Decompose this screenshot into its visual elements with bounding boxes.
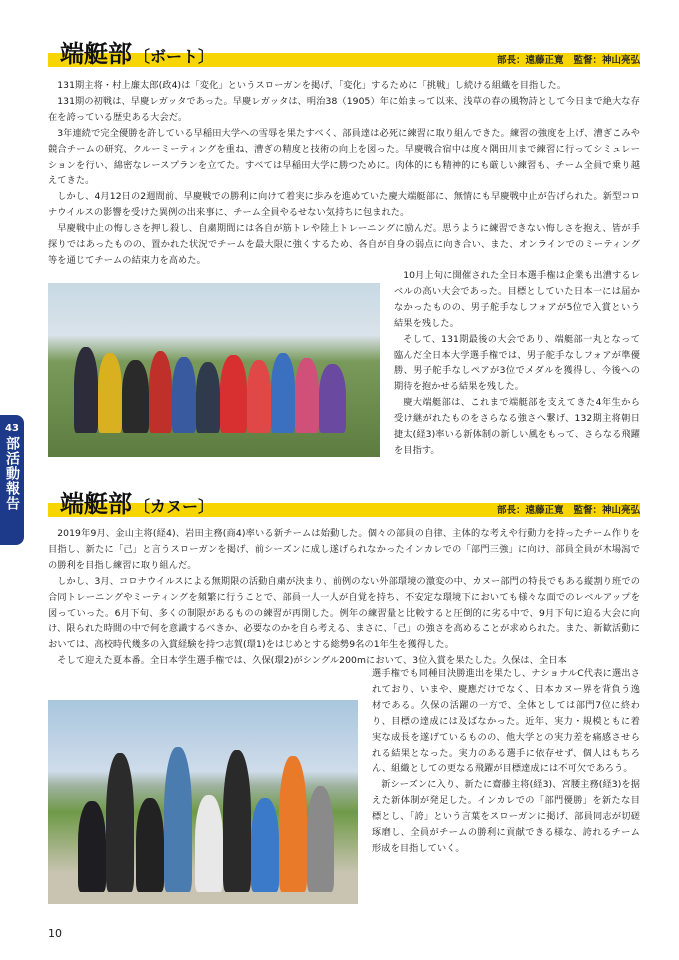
canoe-team-photo <box>48 700 358 904</box>
boat-paragraph: 131期主将・村上廉太郎(政4)は「変化」というスローガンを掲げ、「変化」するために「挑戦」し続ける組織を目指した。 <box>57 80 567 91</box>
canoe-body-full <box>48 526 640 669</box>
boat-paragraph: しかし、4月12日の2週間前、早慶戦での勝利に向けて着実に歩みを進めていた慶大端艇部に、無情にも早慶戦中止が告げられた。新型コロナウイルスの影響を受けた異例の出来事に、チーム全員やるせない気持ちに包まれた。 <box>48 191 640 219</box>
canoe-title-main: 端艇部 <box>60 490 132 518</box>
canoe-title-sub: 〔カヌー〕 <box>134 497 215 516</box>
boat-title-sub: 〔ボート〕 <box>134 47 215 66</box>
canoe-paragraph: 2019年9月、金山主将(経4)、岩田主務(商4)率いる新チームは始動した。個々の部員の自律、主体的な考えや行動力を持ったチーム作りを目指し、新たに「己」と言うスローガンを掲げ、前シーズンに成し遂げられなかったインカレでの「部門三強」に向け、部員全員が木場潟での勝利を目指し練習に取り組んだ。 <box>48 528 640 571</box>
boat-header <box>48 40 640 70</box>
canoe-officers <box>487 504 640 517</box>
boat-side-paragraph: 慶大端艇部は、これまで端艇部を支えてきた4年生から受け継がれたものをさらなる強さへ繋げ、132期主将朝日捷太(経3)率いる新体制の新しい風をもって、さらなる飛躍を目指す。 <box>394 397 640 456</box>
boat-title <box>60 40 214 71</box>
boat-officers <box>487 54 640 67</box>
boat-coach: 監督：神山亮弘 <box>573 55 640 66</box>
canoe-captain: 部長：遠藤正寛 <box>496 505 564 516</box>
boat-paragraph: 131期の初戦は、早慶レガッタであった。早慶レガッタは、明治38（1905）年に始まって以来、浅草の春の風物詩として今日まで絶大な存在を誇っている歴史ある大会だ。 <box>48 95 640 123</box>
page-number: 10 <box>48 927 62 940</box>
canoe-side-paragraph: 選手権でも同種目決勝進出を果たし、ナショナルC代表に選出されており、いまや、慶應だけでなく、日本カヌー界を背負う逸材である。久保の活躍の一方で、全体としては部門7位に終わり、目標の達成には及ばなかった。近年、実力・規模ともに着実な成長を遂げているものの、他大学との実力差を痛感させられる結果となった。実力のある選手に依存せず、個人はもちろん、組織としての更なる飛躍が目標達成には不可欠であろう。 <box>372 668 640 775</box>
boat-side-paragraph: 10月上旬に開催された全日本選手権は企業も出漕するレベルの高い大会であった。目標としていた日本一には届かなかったものの、男子舵手なしフォアが5位で入賞という結果を残した。 <box>394 270 640 329</box>
canoe-body-side <box>372 666 640 857</box>
canoe-title <box>60 490 214 521</box>
boat-paragraph: 早慶戦中止の悔しさを押し殺し、自粛期間には各自が筋トレや陸上トレーニングに励んだ。思うように練習できない悔しさを抱え、皆が手探りではあったものの、置かれた状況でチームを最大限に強くするため、各自が自身の弱点に向き合い、また、オンラインでのミーティング等を通じてチームの結束力を高めた。 <box>48 223 640 266</box>
boat-body-full <box>48 78 640 269</box>
canoe-coach: 監督：神山亮弘 <box>573 505 640 516</box>
canoe-section <box>48 490 640 669</box>
boat-body-side <box>394 268 640 459</box>
boat-section <box>48 40 640 269</box>
photo-people <box>68 342 367 432</box>
section-label: 部活動報告 <box>4 436 20 511</box>
canoe-side-paragraph: 新シーズンに入り、新たに齋藤主将(経3)、宮腰主務(経3)を据えた新体制が発足した。インカレでの「部門優勝」を新たな目標とし、「誇」という言葉をスローガンに掲げ、部員同志が切磋琢磨し、全員がチームの勝利に貢献できる様な、誇れるチーム形成を目指していく。 <box>372 779 640 854</box>
boat-captain: 部長：遠藤正寛 <box>496 55 564 66</box>
photo-people <box>67 741 346 892</box>
canoe-paragraph: そして迎えた夏本番。全日本学生選手権では、久保(環2)がシングル200mにおいて、3位入賞を果たした。久保は、全日本 <box>57 655 567 667</box>
boat-side-paragraph: そして、131期最後の大会であり、端艇部一丸となって臨んだ全日本大学選手権では、男子舵手なしフォアが準優勝、男子舵手なしペアが3位でメダルを獲得し、今後への期待を抱かせる結果を残した。 <box>394 333 640 393</box>
section-side-tab <box>0 415 24 545</box>
section-number: 43 <box>5 423 19 434</box>
canoe-header <box>48 490 640 520</box>
boat-paragraph: 3年連続で完全優勝を許している早稲田大学への雪辱を果たすべく、部員達は必死に練習に取り組んできた。練習の強度を上げ、漕ぎこみや競合チームの研究、クルーミーティングを重ね、漕ぎの精度と技術の向上を図った。早慶戦合宿中は度々隅田川まで練習に行ってシミュレーションを行い、綿密なレースプランを立てた。すべては早稲田大学に勝つために。肉体的にも精神的にも厳しい練習も、チーム全員で乗り越えてきた。 <box>48 127 640 187</box>
canoe-paragraph: しかし、3月、コロナウイルスによる無期限の活動自粛が決まり、前例のない外部環境の激変の中、カヌー部門の特長でもある縦割り班での合同トレーニングやミーティングを頻繁に行うことで、部員一人一人が自覚を持ち、不安定な環境下においても様々な面でのレベルアップを図っていった。6月下旬、多くの制限があるものの練習が再開した。例年の練習量と比較すると圧倒的に劣る中で、9月下旬に迫る大会に向け、限られた時間の中で何を意識するべきか、必要なのかを自ら考える、まさに、「己」の強さを高めることが求められた。また、新歓活動においては、高校時代幾多の入賞経験を持つ志賀(環1)をはじめとする総勢9名の1年生を獲得した。 <box>48 575 640 651</box>
boat-team-photo <box>48 283 380 457</box>
boat-title-main: 端艇部 <box>60 40 132 68</box>
